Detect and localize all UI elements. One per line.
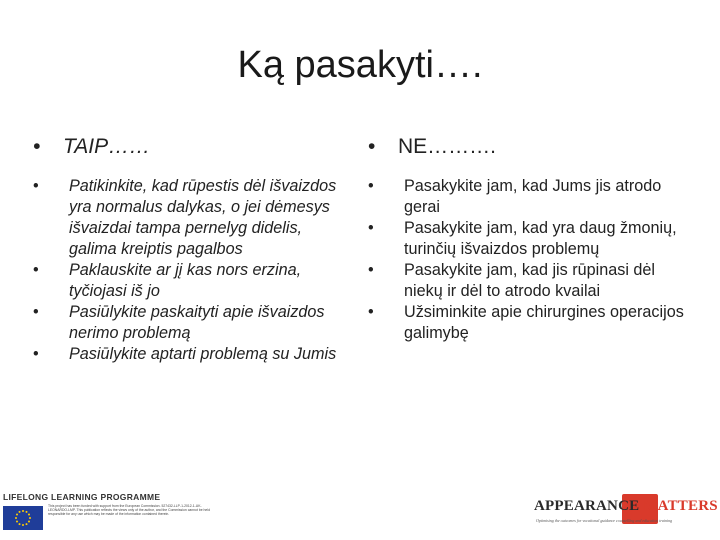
list-item — [365, 176, 695, 218]
list-item-text: Pasakykite jam, kad yra daug žmonių, turinčių išvaizdos problemų — [404, 219, 677, 258]
brand-name — [534, 498, 718, 515]
left-heading-text: TAIP…… — [63, 135, 151, 158]
bullet-icon: • — [33, 177, 39, 195]
programme-title: LIFELONG LEARNING PROGRAMME — [3, 492, 161, 502]
right-heading-text: NE………. — [398, 135, 497, 158]
bullet-icon: • — [368, 303, 374, 321]
list-item-text: Užsiminkite apie chirurgines operacijos galimybę — [404, 303, 684, 342]
list-item — [30, 302, 350, 344]
left-list — [30, 176, 350, 365]
bullet-icon: • — [33, 135, 41, 158]
list-item — [365, 218, 695, 260]
list-item-text: Pasakykite jam, kad jis rūpinasi dėl niekų ir dėl to atrodo kvailai — [404, 261, 656, 300]
list-item-text: Patikinkite, kad rūpestis dėl išvaizdos yra normalus dalykas, o jei dėmesys išvaizdai tampa pernelyg didelis, galima kreiptis pagalbos — [69, 177, 337, 258]
list-item-text: Pasakykite jam, kad Jums jis atrodo gerai — [404, 177, 662, 216]
bullet-icon: • — [368, 219, 374, 237]
bullet-icon: • — [33, 345, 39, 363]
right-column — [365, 132, 695, 344]
list-item — [30, 344, 350, 365]
lifelong-learning-logo — [0, 490, 210, 540]
list-item-text: Pasiūlykite aptarti problemą su Jumis — [69, 345, 337, 363]
bullet-icon: • — [33, 303, 39, 321]
right-heading — [365, 132, 695, 162]
list-item — [365, 302, 695, 344]
list-item-text: Pasiūlykite paskaityti apie išvaizdos nerimo problemą — [69, 303, 325, 342]
slide-title: Ką pasakyti…. — [237, 44, 483, 86]
bullet-icon: • — [368, 135, 376, 158]
list-item — [365, 260, 695, 302]
list-item-text: Paklauskite ar jį kas nors erzina, tyčiojasi iš jo — [69, 261, 302, 300]
eu-flag-icon — [3, 506, 43, 530]
appearance-matters-logo — [530, 494, 720, 540]
bullet-icon: • — [33, 261, 39, 279]
brand-word-2: MATTERS — [643, 498, 718, 514]
right-list — [365, 176, 695, 344]
bullet-icon: • — [368, 177, 374, 195]
left-heading — [30, 132, 350, 162]
bullet-icon: • — [368, 261, 374, 279]
brand-word-1: APPEARANCE — [534, 498, 640, 514]
left-column — [30, 132, 350, 365]
funding-disclaimer: This project has been funded with support from the European Commission. 527432-LLP-1-2012-1-UK-LEONARDO-LMP. This publication reflects the views only of the author, and the Commission cannot be held responsible for any use which may be made of the information contained therein. — [48, 504, 210, 517]
list-item — [30, 260, 350, 302]
list-item — [30, 176, 350, 260]
brand-tagline: Optimising the outcomes for vocational guidance counselling and education training — [536, 518, 673, 523]
